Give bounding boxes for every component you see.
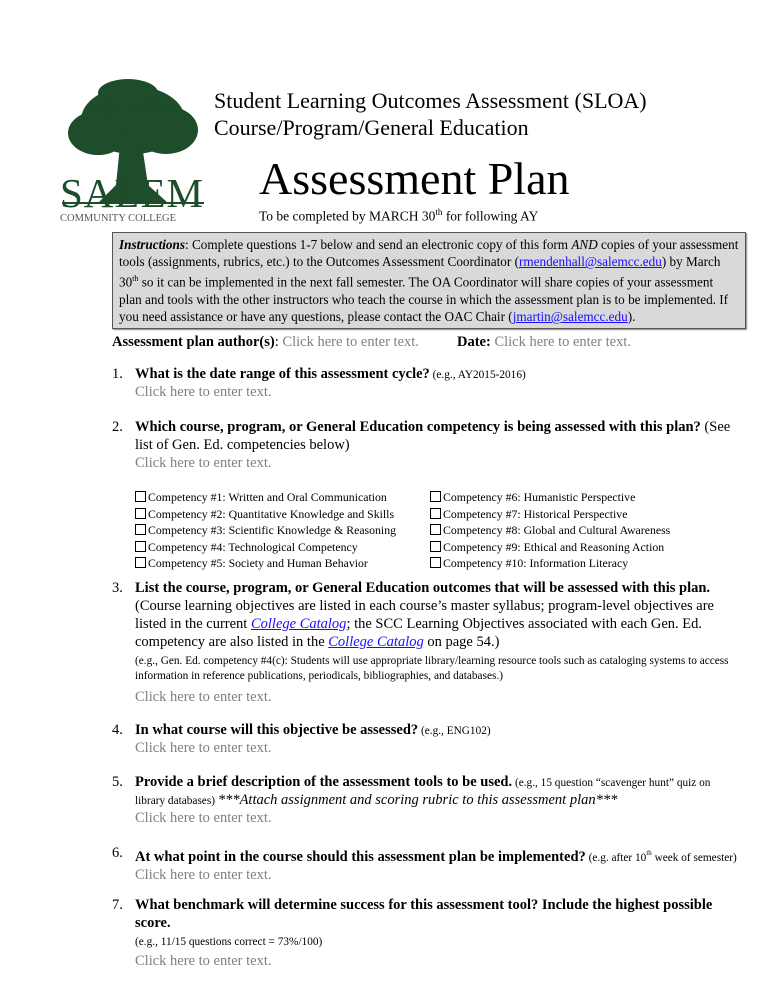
competency-option[interactable] [430, 506, 670, 523]
checkbox-icon[interactable] [430, 508, 441, 519]
logo-tagline: COMMUNITY COLLEGE [60, 213, 176, 224]
competency-option[interactable] [430, 489, 670, 506]
answer-1-input[interactable]: Click here to enter text. [135, 384, 272, 400]
author-input[interactable]: Click here to enter text. [282, 334, 419, 350]
competency-option[interactable] [135, 489, 396, 506]
competency-label: Competency #3: Scientific Knowledge & Reasoning [148, 523, 397, 537]
question-7: 7. What benchmark will determine success for this assessment tool? Include the highest possible score. (e.g., 11/15 questions correct = 73%/100) Click here to enter text. [112, 896, 742, 970]
page-title: Assessment Plan [259, 153, 570, 204]
header-line-2: Course/Program/General Education [214, 115, 529, 140]
question-3: 3. List the course, program, or General Education outcomes that will be assessed with this plan. (Course learning objectives are listed in each course’s master syllabus; program-level objectives are listed in the current College Catalog; the SCC Learning Objectives associated with each Gen. Ed. competency are also listed in the College Catalog on page 54.) (e.g., Gen. Ed. competency #4(c): Students will use appropriate library/learning resource tools such as cataloging systems to access information in reference publications, periodicals, bibliographies, and databases.) Click here to enter text. [112, 579, 742, 706]
logo-name: SALEM [60, 170, 204, 216]
competency-label: Competency #1: Written and Oral Communication [148, 490, 387, 504]
checkbox-icon[interactable] [430, 557, 441, 568]
college-logo [58, 75, 208, 225]
competency-option[interactable] [430, 522, 670, 539]
checkbox-icon[interactable] [430, 541, 441, 552]
example-3: (e.g., Gen. Ed. competency #4(c): Students will use appropriate library/learning resource tools such as cataloging systems to access information in reference publications, periodicals, bibliographies, and databases.) [135, 655, 729, 682]
competency-option[interactable] [135, 539, 396, 556]
answer-3-input[interactable]: Click here to enter text. [135, 689, 272, 705]
question-5: 5. Provide a brief description of the assessment tools to be used. (e.g., 15 question “scavenger hunt” quiz on library databases) ***Attach assignment and scoring rubric to this assessment plan*** Click here to enter text. [112, 774, 711, 826]
instructions-label: Instructions [119, 237, 185, 252]
subtitle: To be completed by MARCH 30th for following AY [259, 207, 539, 224]
checkbox-icon[interactable] [135, 491, 146, 502]
date-label: Date: [457, 334, 491, 350]
competency-option[interactable] [430, 555, 670, 572]
competency-label: Competency #6: Humanistic Perspective [443, 490, 636, 504]
chair-email-link[interactable]: jmartin@salemcc.edu [512, 309, 628, 325]
question-4: 4. In what course will this objective be assessed? (e.g., ENG102) Click here to enter text. [112, 722, 491, 756]
question-2: 2. Which course, program, or General Education competency is being assessed with this plan? (See list of Gen. Ed. competencies below) Click here to enter text. [112, 419, 731, 471]
checkbox-icon[interactable] [135, 524, 146, 535]
college-catalog-link[interactable]: College Catalog [250, 616, 347, 632]
competency-label: Competency #8: Global and Cultural Awareness [443, 523, 671, 537]
competency-label: Competency #7: Historical Perspective [443, 506, 628, 521]
college-catalog-link-2[interactable]: College Catalog [328, 634, 424, 650]
competency-option[interactable] [135, 555, 396, 572]
checkbox-icon[interactable] [135, 508, 146, 519]
example-7: (e.g., 11/15 questions correct = 73%/100) [135, 936, 323, 948]
date-input[interactable]: Click here to enter text. [494, 334, 631, 350]
competency-list-left [135, 489, 396, 572]
answer-7-input[interactable]: Click here to enter text. [135, 953, 272, 969]
answer-5-input[interactable]: Click here to enter text. [135, 810, 272, 826]
question-6: 6. At what point in the course should this assessment plan be implemented? (e.g. after 10th week of semester) Click here to enter text. [112, 845, 737, 883]
competency-label: Competency #10: Information Literacy [443, 556, 629, 570]
answer-6-input[interactable]: Click here to enter text. [135, 866, 272, 883]
checkbox-icon[interactable] [135, 557, 146, 568]
checkbox-icon[interactable] [135, 541, 146, 552]
question-1: 1. What is the date range of this assessment cycle? (e.g., AY2015-2016) Click here to enter text. [112, 366, 526, 400]
competency-option[interactable] [135, 506, 396, 523]
author-label: Assessment plan author(s) [112, 334, 275, 350]
coordinator-email-link[interactable]: rmendenhall@salemcc.edu [518, 254, 662, 270]
header-line-1: Student Learning Outcomes Assessment (SLOA) [214, 88, 647, 113]
competency-label: Competency #9: Ethical and Reasoning Action [443, 539, 665, 554]
answer-2-input[interactable]: Click here to enter text. [135, 455, 272, 471]
checkbox-icon[interactable] [430, 491, 441, 502]
author-row: Assessment plan author(s): Click here to enter text. [112, 334, 419, 350]
competency-list-right [430, 489, 670, 572]
competency-label: Competency #5: Society and Human Behavior [148, 556, 368, 570]
competency-option[interactable] [430, 539, 670, 556]
competency-option[interactable] [135, 522, 396, 539]
competency-label: Competency #4: Technological Competency [148, 539, 358, 554]
checkbox-icon[interactable] [430, 524, 441, 535]
date-row [457, 334, 631, 351]
instructions-box: Instructions: Complete questions 1-7 below and send an electronic copy of this form AND copies of your assessment tools (assignments, rubrics, etc.) to the Outcomes Assessment Coordinator (rmendenhall@salemcc.edu) by March 30th so it can be implemented in the next fall semester. The OA Coordinator will share copies of your assessment plan and tools with the other instructors who teach the course in which the assessment plan is to be implemented. If you need assistance or have any questions, please contact the OAC Chair (jmartin@salemcc.edu). [112, 232, 746, 329]
answer-4-input[interactable]: Click here to enter text. [135, 740, 272, 756]
competency-label: Competency #2: Quantitative Knowledge and Skills [148, 506, 395, 521]
